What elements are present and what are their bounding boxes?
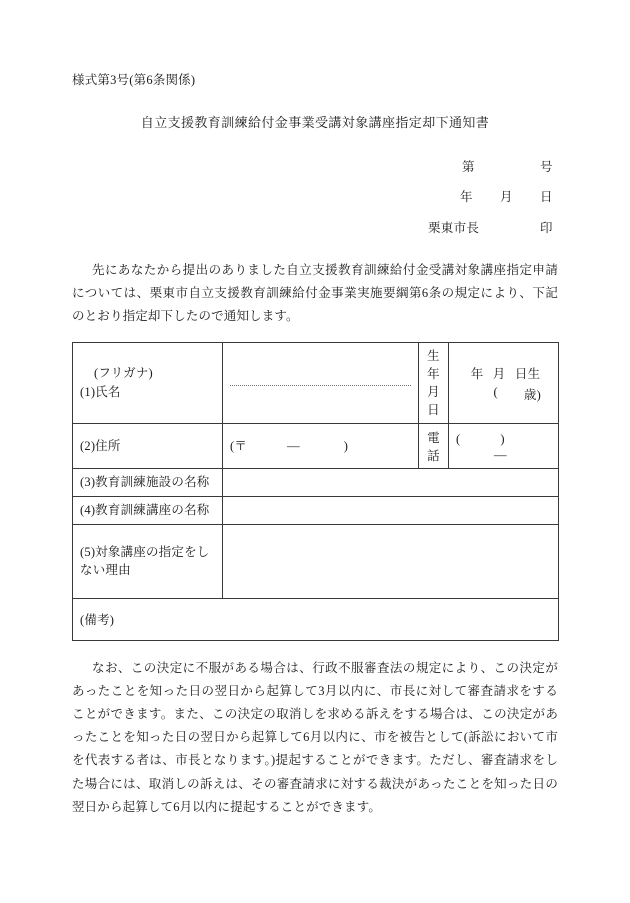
telephone-dash: — bbox=[494, 447, 507, 462]
table-row-address bbox=[73, 424, 559, 469]
age-open-paren: ( bbox=[493, 384, 498, 399]
document-number-line bbox=[72, 151, 558, 181]
issue-date-day-label: 日 bbox=[540, 189, 553, 204]
dob-value-cell[interactable] bbox=[449, 342, 559, 424]
reason-value-cell[interactable] bbox=[223, 524, 559, 598]
document-number-label: 第 bbox=[462, 159, 475, 174]
name-value-cell[interactable] bbox=[223, 342, 419, 424]
telephone-label-cell bbox=[419, 424, 449, 469]
age-labels bbox=[456, 385, 551, 403]
dob-date-labels bbox=[456, 364, 551, 382]
name-label-cell bbox=[73, 342, 223, 424]
name-label: (1)氏名 bbox=[80, 385, 121, 400]
telephone-area-code-line bbox=[456, 430, 551, 448]
issuer-name: 栗東市長 bbox=[428, 220, 480, 235]
telephone-close-paren: ) bbox=[500, 431, 505, 446]
facility-label-cell bbox=[73, 469, 223, 497]
telephone-open-paren: ( bbox=[456, 431, 461, 446]
postal-mark: (〒 bbox=[230, 439, 248, 453]
closing-paragraph: なお、この決定に不服がある場合は、行政不服審査法の規定により、この決定があったことを知った日の翌日から起算して3月以内に、市長に対して審査請求をすることができます。また、この決定の取消しを求める訴えをする場合は、この決定があったことを知った日の翌日から起算して6月以内に、市を被告として(訴訟において市を代表する者は、市長となります。)提起することができます。ただし、審査請求をした場合には、取消しの訴えは、その審査請求に対する裁決があったことを知った日の翌日から起算して6月以内に提起することができます。 bbox=[72, 660, 558, 814]
address-value-cell[interactable] bbox=[223, 424, 419, 469]
table-row-note bbox=[73, 598, 559, 640]
dob-day-label: 日生 bbox=[514, 366, 541, 381]
dob-year-label: 年 bbox=[470, 366, 484, 381]
intro-paragraph: 先にあなたから提出のありました自立支援教育訓練給付金受講対象講座指定申請については、栗東市自立支援教育訓練給付金事業実施要綱第6条の規定により、下記のとおり指定却下したので通知します。 bbox=[72, 262, 558, 323]
table-row-course bbox=[73, 497, 559, 525]
table-row-reason bbox=[73, 524, 559, 598]
document-sheet bbox=[72, 72, 558, 819]
table-row-name bbox=[73, 342, 559, 424]
telephone-label: 電話 bbox=[427, 431, 440, 464]
document-number-unit: 号 bbox=[540, 159, 553, 174]
course-label-cell bbox=[73, 497, 223, 525]
document-title: 自立支援教育訓練給付金事業受講対象講座指定却下通知書 bbox=[140, 114, 490, 130]
dob-label-line2: 月日 bbox=[427, 385, 440, 418]
note-cell[interactable] bbox=[73, 598, 559, 640]
issuer-line bbox=[72, 211, 558, 243]
facility-label: (3)教育訓練施設の名称 bbox=[80, 475, 210, 490]
postal-dash: — bbox=[287, 439, 300, 453]
age-unit-label: 歳) bbox=[523, 387, 541, 402]
postal-code-line bbox=[230, 437, 411, 456]
table-row-facility bbox=[73, 469, 559, 497]
address-label: (2)住所 bbox=[80, 439, 121, 453]
header-meta-block bbox=[72, 151, 558, 243]
dob-label-cell bbox=[419, 342, 449, 424]
telephone-value-cell[interactable] bbox=[449, 424, 559, 469]
issue-date-month-label: 月 bbox=[500, 189, 513, 204]
postal-close-paren: ) bbox=[343, 439, 349, 453]
form-number: 様式第3号(第6条関係) bbox=[72, 73, 196, 87]
dob-month-label: 月 bbox=[492, 366, 506, 381]
address-label-cell bbox=[73, 424, 223, 469]
course-value-cell[interactable] bbox=[223, 497, 559, 525]
course-label: (4)教育訓練講座の名称 bbox=[80, 503, 210, 518]
seal-mark: 印 bbox=[540, 220, 553, 235]
furigana-label: (フリガナ) bbox=[94, 366, 153, 381]
note-label: (備考) bbox=[80, 613, 115, 628]
reason-label: (5)対象講座の指定をしない理由 bbox=[80, 544, 210, 578]
applicant-form-table bbox=[72, 342, 559, 641]
issue-date-year-label: 年 bbox=[460, 189, 473, 204]
issue-date-line bbox=[72, 181, 558, 211]
reason-label-cell bbox=[73, 524, 223, 598]
dob-label-line1: 生年 bbox=[427, 348, 440, 381]
furigana-dotted-rule bbox=[230, 385, 411, 387]
facility-value-cell[interactable] bbox=[223, 469, 559, 497]
